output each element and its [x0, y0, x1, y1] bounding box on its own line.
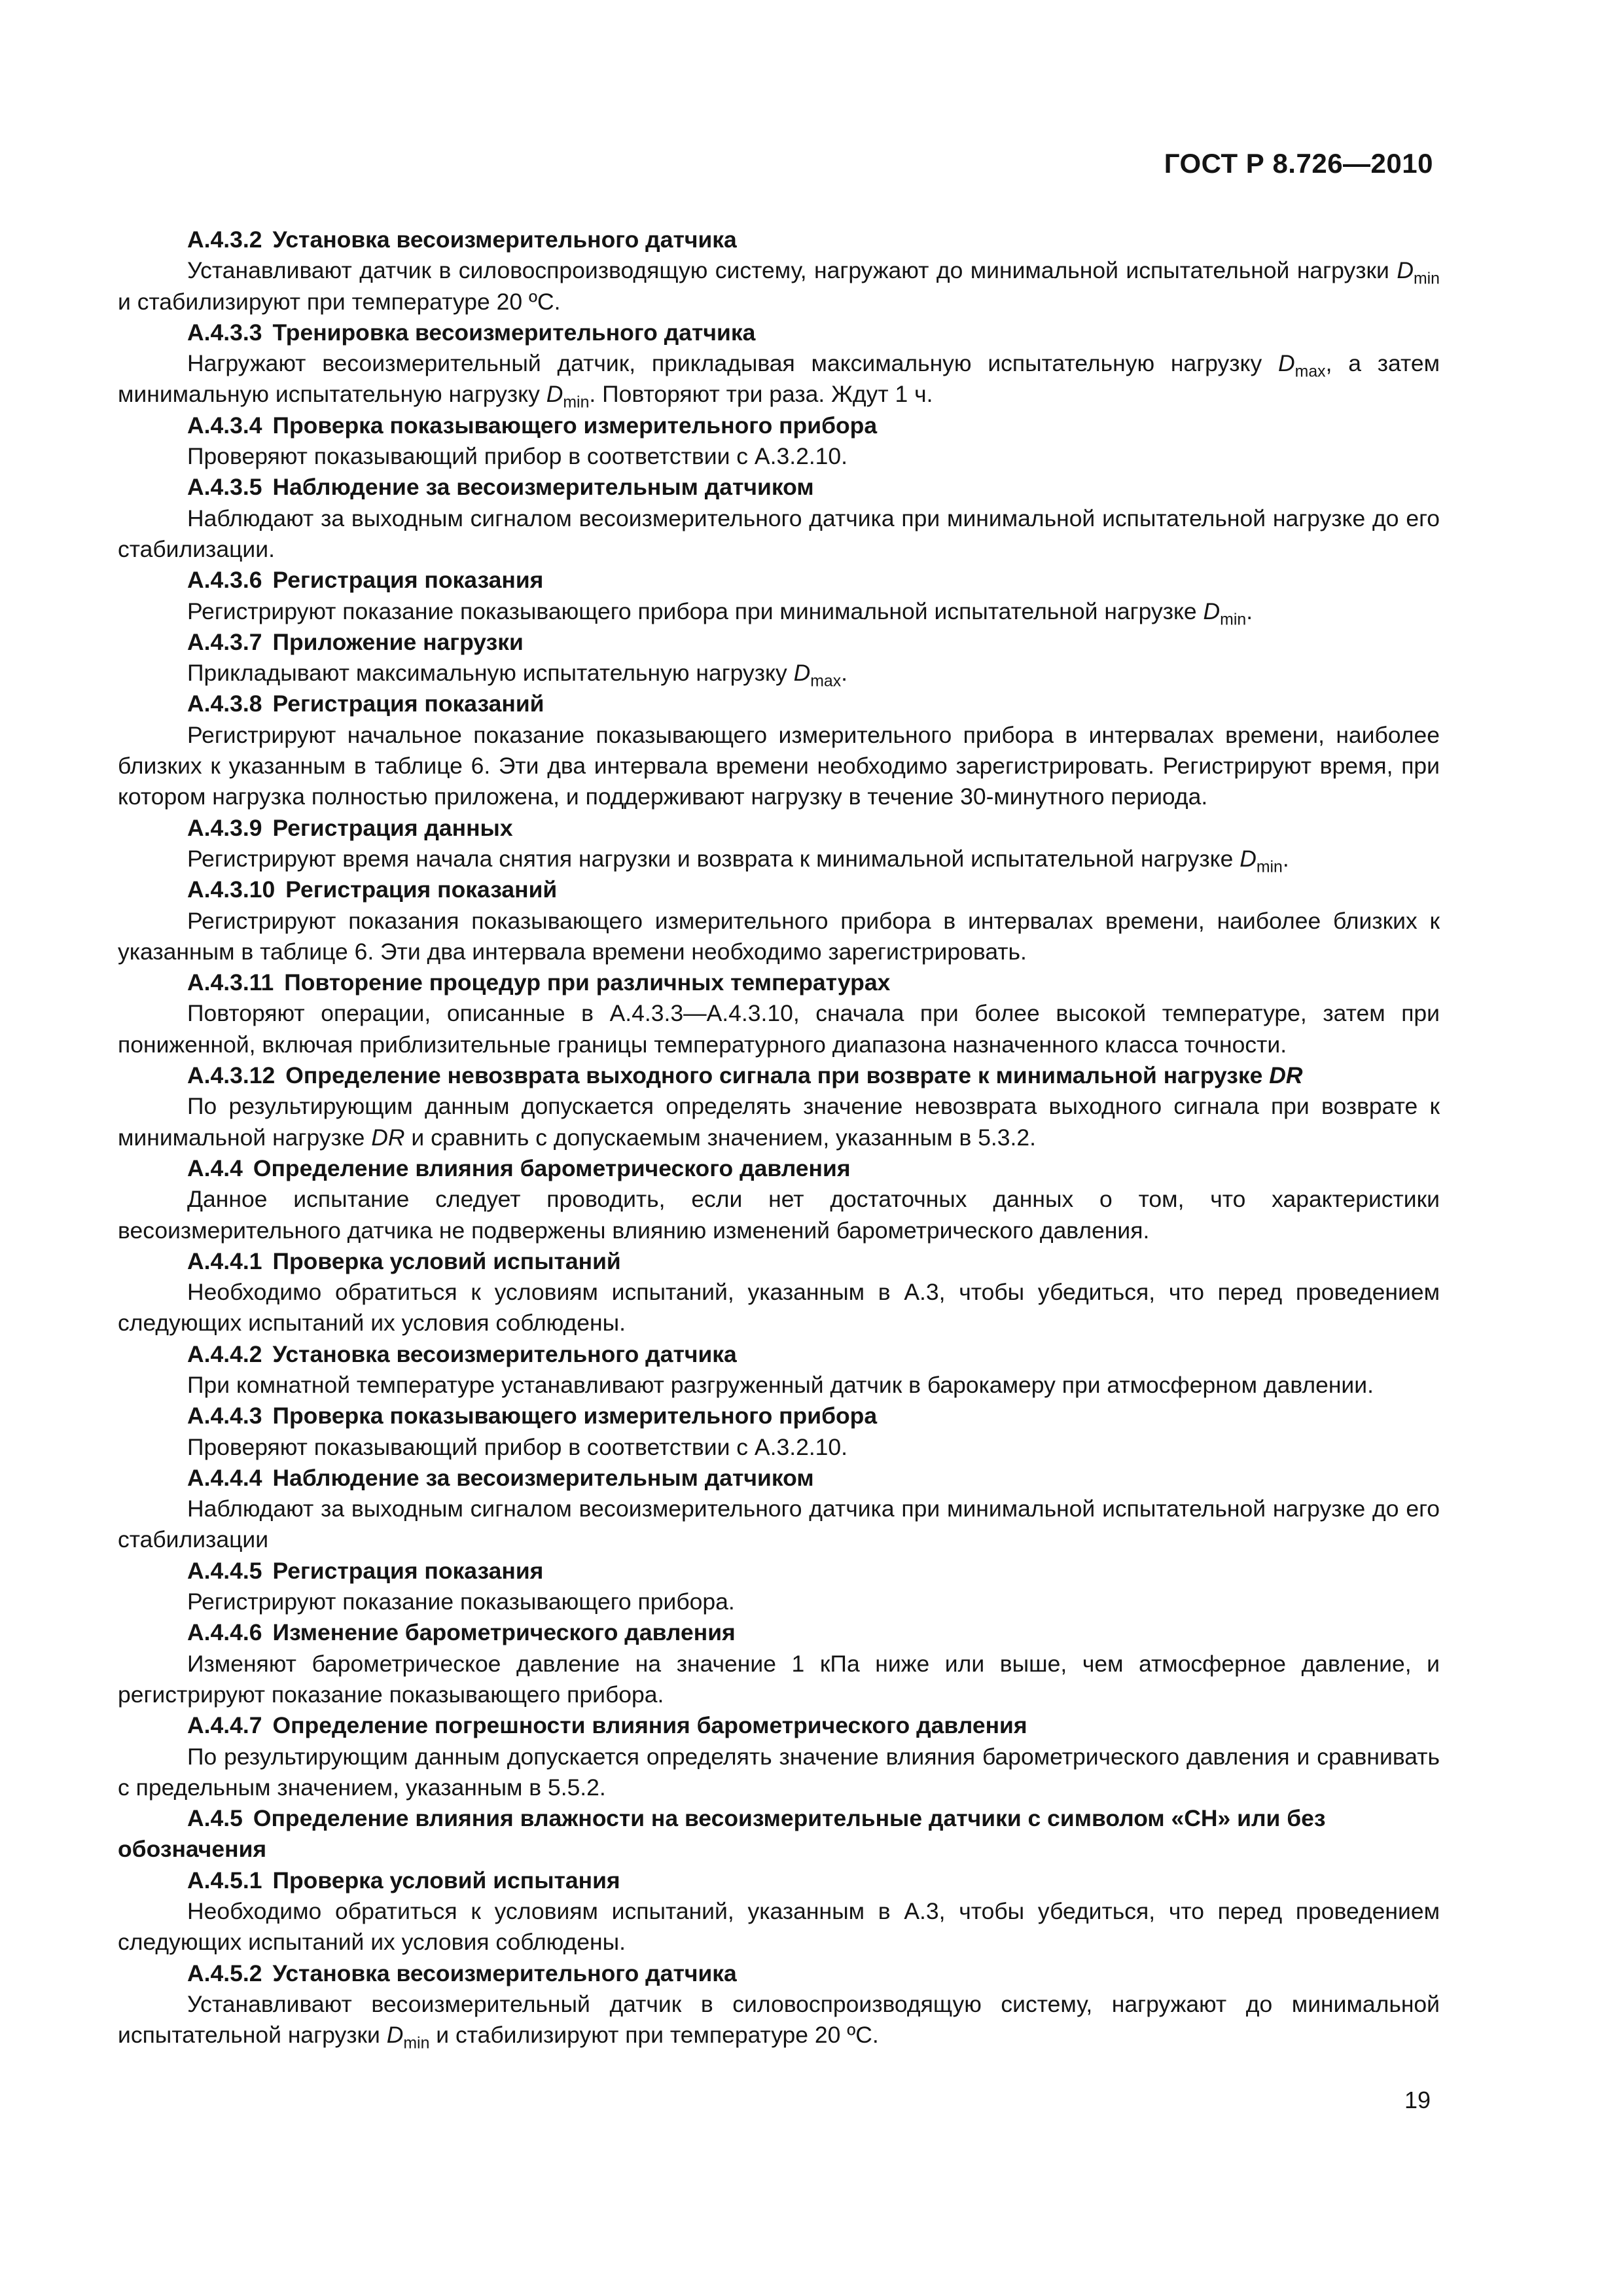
section-title: Установка весоизмерительного датчика: [272, 226, 737, 253]
section-heading: [118, 627, 1440, 658]
section-heading: [118, 1710, 1440, 1741]
section-number: А.4.4.4: [187, 1464, 262, 1491]
section-paragraph: По результирующим данным допускается определять значение невозврата выходного сигнала при возврате к минимальной нагрузке DR и сравнить с допускаемым значением, указанным в 5.3.2.: [118, 1093, 1440, 1151]
section-heading: [118, 1803, 1440, 1865]
section-title: Установка весоизмерительного датчика: [272, 1960, 737, 1986]
section-title: Проверка показывающего измерительного прибора: [272, 1403, 878, 1429]
section-heading: [118, 874, 1440, 905]
math-symbol: D: [1203, 598, 1221, 624]
document-code: ГОСТ Р 8.726—2010: [1164, 148, 1433, 179]
section-title: Регистрация данных: [272, 814, 513, 841]
section-number: А.4.5: [187, 1805, 243, 1832]
section-number: А.4.3.4: [187, 412, 262, 439]
section-number: А.4.4.7: [187, 1712, 262, 1739]
section-number: А.4.3.2: [187, 226, 262, 253]
math-symbol: D: [546, 381, 563, 408]
math-symbol: D: [1278, 350, 1295, 377]
section-number: А.4.3.3: [187, 319, 262, 346]
section-number: А.4.3.12: [187, 1062, 276, 1089]
section-number: А.4.4.3: [187, 1403, 262, 1429]
section-paragraph: Наблюдают за выходным сигналом весоизмерительного датчика при минимальной испытательной нагрузке до его стабилизации.: [118, 505, 1440, 562]
section-heading: [118, 565, 1440, 596]
page-number: 19: [1404, 2087, 1431, 2113]
document-body: [118, 224, 1440, 2051]
section-number: А.4.3.8: [187, 691, 262, 717]
section-paragraph: Регистрируют показания показывающего измерительного прибора в интервалах времени, наиболее близких к указанным в таблице 6. Эти два интервала времени необходимо зарегистрировать.: [118, 907, 1440, 965]
section-paragraph: Необходимо обратиться к условиям испытаний, указанным в А.3, чтобы убедиться, что перед проведением следующих испытаний их условия соблюдены.: [118, 1898, 1440, 1956]
section-heading: [118, 1060, 1440, 1091]
section-paragraph: Регистрируют показание показывающего прибора при минимальной испытательной нагрузке $D_{min}$.: [187, 598, 1253, 629]
section-title: Наблюдение за весоизмерительным датчиком: [272, 474, 814, 501]
section-number: А.4.4.2: [187, 1340, 262, 1367]
section-number: А.4.3.7: [187, 628, 262, 655]
section-heading: [118, 1246, 1440, 1277]
section-number: А.4.4.6: [187, 1619, 262, 1646]
section-title: Определение влияния барометрического давления: [253, 1155, 851, 1181]
section-number: А.4.4: [187, 1155, 243, 1181]
section-paragraph: Проверяют показывающий прибор в соответствии с А.3.2.10.: [187, 1433, 848, 1460]
section-title-symbol: DR: [1269, 1062, 1303, 1089]
section-heading: [118, 967, 1440, 998]
section-title: Проверка показывающего измерительного прибора: [272, 412, 878, 439]
section-title: Регистрация показания: [272, 567, 544, 594]
section-paragraph: Регистрируют показание показывающего прибора.: [187, 1588, 735, 1615]
math-subscript: min: [403, 2034, 430, 2053]
section-title: Наблюдение за весоизмерительным датчиком: [272, 1464, 814, 1491]
section-number: А.4.3.9: [187, 814, 262, 841]
section-number: А.4.5.1: [187, 1867, 262, 1893]
section-number: А.4.3.5: [187, 474, 262, 501]
section-title: Регистрация показания: [272, 1557, 544, 1584]
section-title: Повторение процедур при различных температурах: [284, 969, 891, 996]
section-title: Приложение нагрузки: [272, 628, 524, 655]
section-heading: [118, 1153, 1440, 1184]
section-heading: [118, 1865, 1440, 1896]
section-paragraph: Проверяют показывающий прибор в соответствии с А.3.2.10.: [187, 443, 848, 470]
section-paragraph: При комнатной температуре устанавливают разгруженный датчик в барокамеру при атмосферном давлении.: [187, 1371, 1374, 1398]
section-paragraph: Наблюдают за выходным сигналом весоизмерительного датчика при минимальной испытательной нагрузке до его стабилизации: [118, 1496, 1440, 1553]
section-title: Изменение барометрического давления: [272, 1619, 736, 1646]
section-title: Проверка условий испытания: [272, 1867, 620, 1893]
section-paragraph: Необходимо обратиться к условиям испытаний, указанным в А.3, чтобы убедиться, что перед проведением следующих испытаний их условия соблюдены.: [118, 1279, 1440, 1336]
section-heading: [118, 1339, 1440, 1370]
section-heading: [118, 1617, 1440, 1648]
math-subscript: min: [1256, 858, 1283, 876]
math-symbol: D: [1240, 845, 1257, 872]
section-paragraph: Регистрируют начальное показание показывающего измерительного прибора в интервалах времени, наиболее близких к указанным в таблице 6. Эти два интервала времени необходимо зарегистрировать. Регистрируют время, при котором нагрузка полностью приложена, и поддерживают нагрузку в течение 30-минутного периода.: [118, 721, 1440, 810]
section-heading: [118, 317, 1440, 348]
section-paragraph: Изменяют барометрическое давление на значение 1 кПа ниже или выше, чем атмосферное давление, и регистрируют показание показывающего прибора.: [118, 1650, 1440, 1708]
section-title: Определение влияния влажности на весоизмерительные датчики с символом «СН» или без обозначения: [118, 1805, 1326, 1863]
section-heading: [118, 472, 1440, 503]
section-paragraph: Данное испытание следует проводить, если нет достаточных данных о том, что характеристики весоизмерительного датчика не подвержены влиянию изменений барометрического давления.: [118, 1186, 1440, 1244]
section-number: А.4.5.2: [187, 1960, 262, 1986]
section-title: Определение невозврата выходного сигнала при возврате к минимальной нагрузке: [285, 1062, 1263, 1089]
section-paragraph: Устанавливают датчик в силовоспроизводящую систему, нагружают до минимальной испытательной нагрузки $D_{min}$ и стабилизируют при температуре 20 ºС.: [118, 257, 1440, 315]
section-paragraph: Регистрируют время начала снятия нагрузки и возврата к минимальной испытательной нагрузке $D_{min}$.: [187, 845, 1289, 876]
section-heading: [118, 1401, 1440, 1431]
section-heading: [118, 689, 1440, 719]
section-number: А.4.3.6: [187, 567, 262, 594]
section-heading: [118, 1463, 1440, 1494]
section-heading: [118, 1556, 1440, 1587]
math-symbol: DR: [371, 1124, 405, 1151]
section-number: А.4.4.5: [187, 1557, 262, 1584]
section-heading: [118, 224, 1440, 255]
math-symbol: D: [386, 2022, 404, 2049]
section-heading: [118, 813, 1440, 844]
section-paragraph: По результирующим данным допускается определять значение влияния барометрического давления и сравнивать с предельным значением, указанным в 5.5.2.: [118, 1743, 1440, 1801]
section-paragraph: Повторяют операции, описанные в А.4.3.3—А.4.3.10, сначала при более высокой температуре, затем при пониженной, включая приблизительные границы температурного диапазона назначенного класса точности.: [118, 1000, 1440, 1058]
section-title: Проверка условий испытаний: [272, 1247, 621, 1274]
math-subscript: max: [1294, 363, 1326, 381]
section-title: Тренировка весоизмерительного датчика: [272, 319, 756, 346]
section-paragraph: Нагружают весоизмерительный датчик, прикладывая максимальную испытательную нагрузку $D_{max}$, а затем минимальную испытательную нагрузку $D_{min}$. Повторяют три раза. Ждут 1 ч.: [118, 350, 1440, 412]
section-title: Определение погрешности влияния барометрического давления: [272, 1712, 1027, 1739]
math-subscript: min: [1220, 611, 1247, 629]
section-number: А.4.3.11: [187, 969, 274, 996]
section-number: А.4.3.10: [187, 876, 276, 903]
section-paragraph: Устанавливают весоизмерительный датчик в силовоспроизводящую систему, нагружают до минимальной испытательной нагрузки $D_{min}$ и стабилизируют при температуре 20 ºС.: [118, 1990, 1440, 2053]
section-heading: [118, 1958, 1440, 1989]
section-paragraph: Прикладывают максимальную испытательную нагрузку $D_{max}$.: [187, 660, 848, 691]
math-symbol: D: [793, 660, 811, 687]
section-heading: [118, 410, 1440, 441]
math-symbol: D: [1397, 257, 1414, 284]
section-title: Установка весоизмерительного датчика: [272, 1340, 737, 1367]
section-number: А.4.4.1: [187, 1247, 262, 1274]
section-title: Регистрация показаний: [285, 876, 558, 903]
math-subscript: max: [810, 672, 842, 691]
math-subscript: min: [563, 394, 590, 412]
section-title: Регистрация показаний: [272, 691, 544, 717]
math-subscript: min: [1413, 270, 1440, 288]
